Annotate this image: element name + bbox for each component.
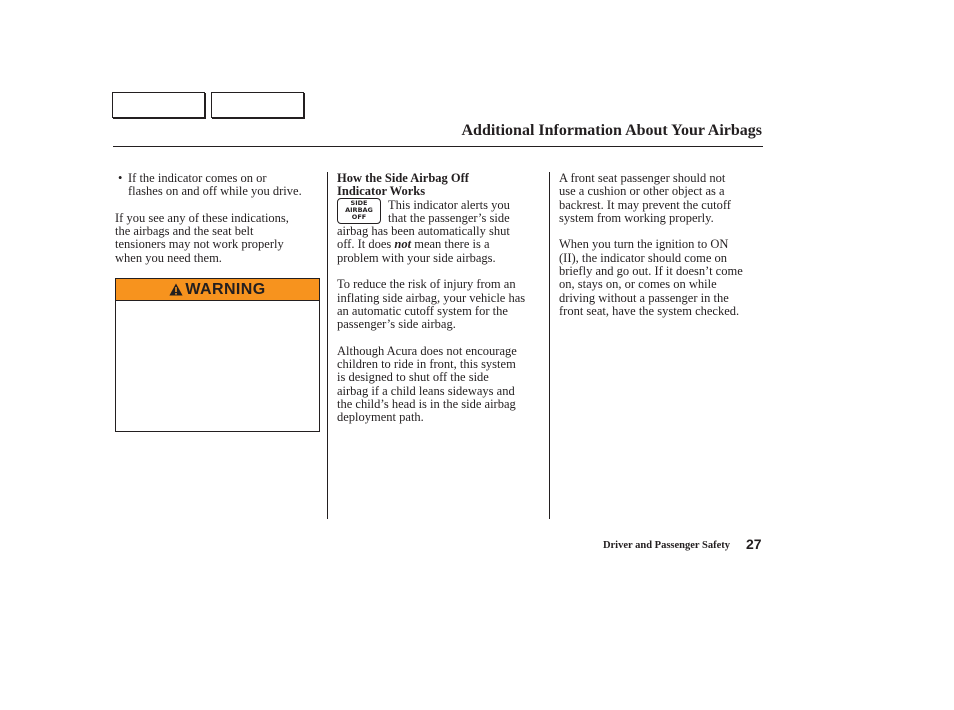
passenger-cushion-paragraph: A front seat passenger should not use a cushion or other object as a backrest. It may prevent the cutoff system from working properly. [559, 171, 731, 225]
page-title: Additional Information About Your Airbags [461, 122, 762, 139]
page-number: 27 [746, 536, 762, 552]
warning-label: WARNING [185, 281, 266, 299]
description-emphasis: not [394, 237, 412, 252]
icon-text-side: SIDE [350, 198, 368, 207]
description-text-end: mean there is a problem with your side airbags. [337, 237, 496, 265]
description-text-start: This indicator alerts you that the passenger’s side airbag has been automatically shut off. It does [337, 197, 510, 252]
icon-text-off: OFF [351, 213, 367, 222]
column-right [559, 172, 759, 332]
bullet-marker: • [118, 171, 123, 185]
bullet-text: If the indicator comes on or flashes on and off while you drive. [128, 171, 302, 199]
side-airbag-off-icon [337, 198, 381, 224]
indications-paragraph: If you see any of these indications, the airbags and the seat belt tensioners may not work properly when you need them. [115, 210, 289, 265]
warning-header [116, 279, 319, 301]
footer-section-title: Driver and Passenger Safety [602, 540, 730, 551]
icon-text-airbag: AIRBAG [345, 205, 373, 214]
nav-button-left[interactable] [112, 92, 205, 118]
column-divider-right [549, 172, 550, 519]
warning-box [115, 278, 320, 432]
column-left [115, 172, 321, 432]
nav-button-right[interactable] [211, 92, 304, 118]
bullet-item [115, 172, 321, 199]
cutoff-system-paragraph: To reduce the risk of injury from an inflating side airbag, your vehicle has an automatic cutoff system for the passenger’s side airbag. [337, 277, 526, 332]
title-rule [113, 146, 763, 147]
warning-triangle-icon [169, 283, 183, 296]
ignition-check-paragraph: When you turn the ignition to ON (II), the indicator should come on briefly and go out. If it doesn’t come on, stays on, or comes on while driving without a passenger in the front seat, have the system checked. [559, 237, 743, 318]
column-middle [337, 172, 547, 438]
children-paragraph: Although Acura does not encourage children to ride in front, this system is designed to shut off the side airbag if a child leans sideways and the child’s head is in the side airbag deployment path. [337, 343, 517, 425]
section-heading: How the Side Airbag Off Indicator Works [337, 171, 469, 199]
column-divider-left [327, 172, 328, 519]
indicator-description [337, 199, 547, 265]
